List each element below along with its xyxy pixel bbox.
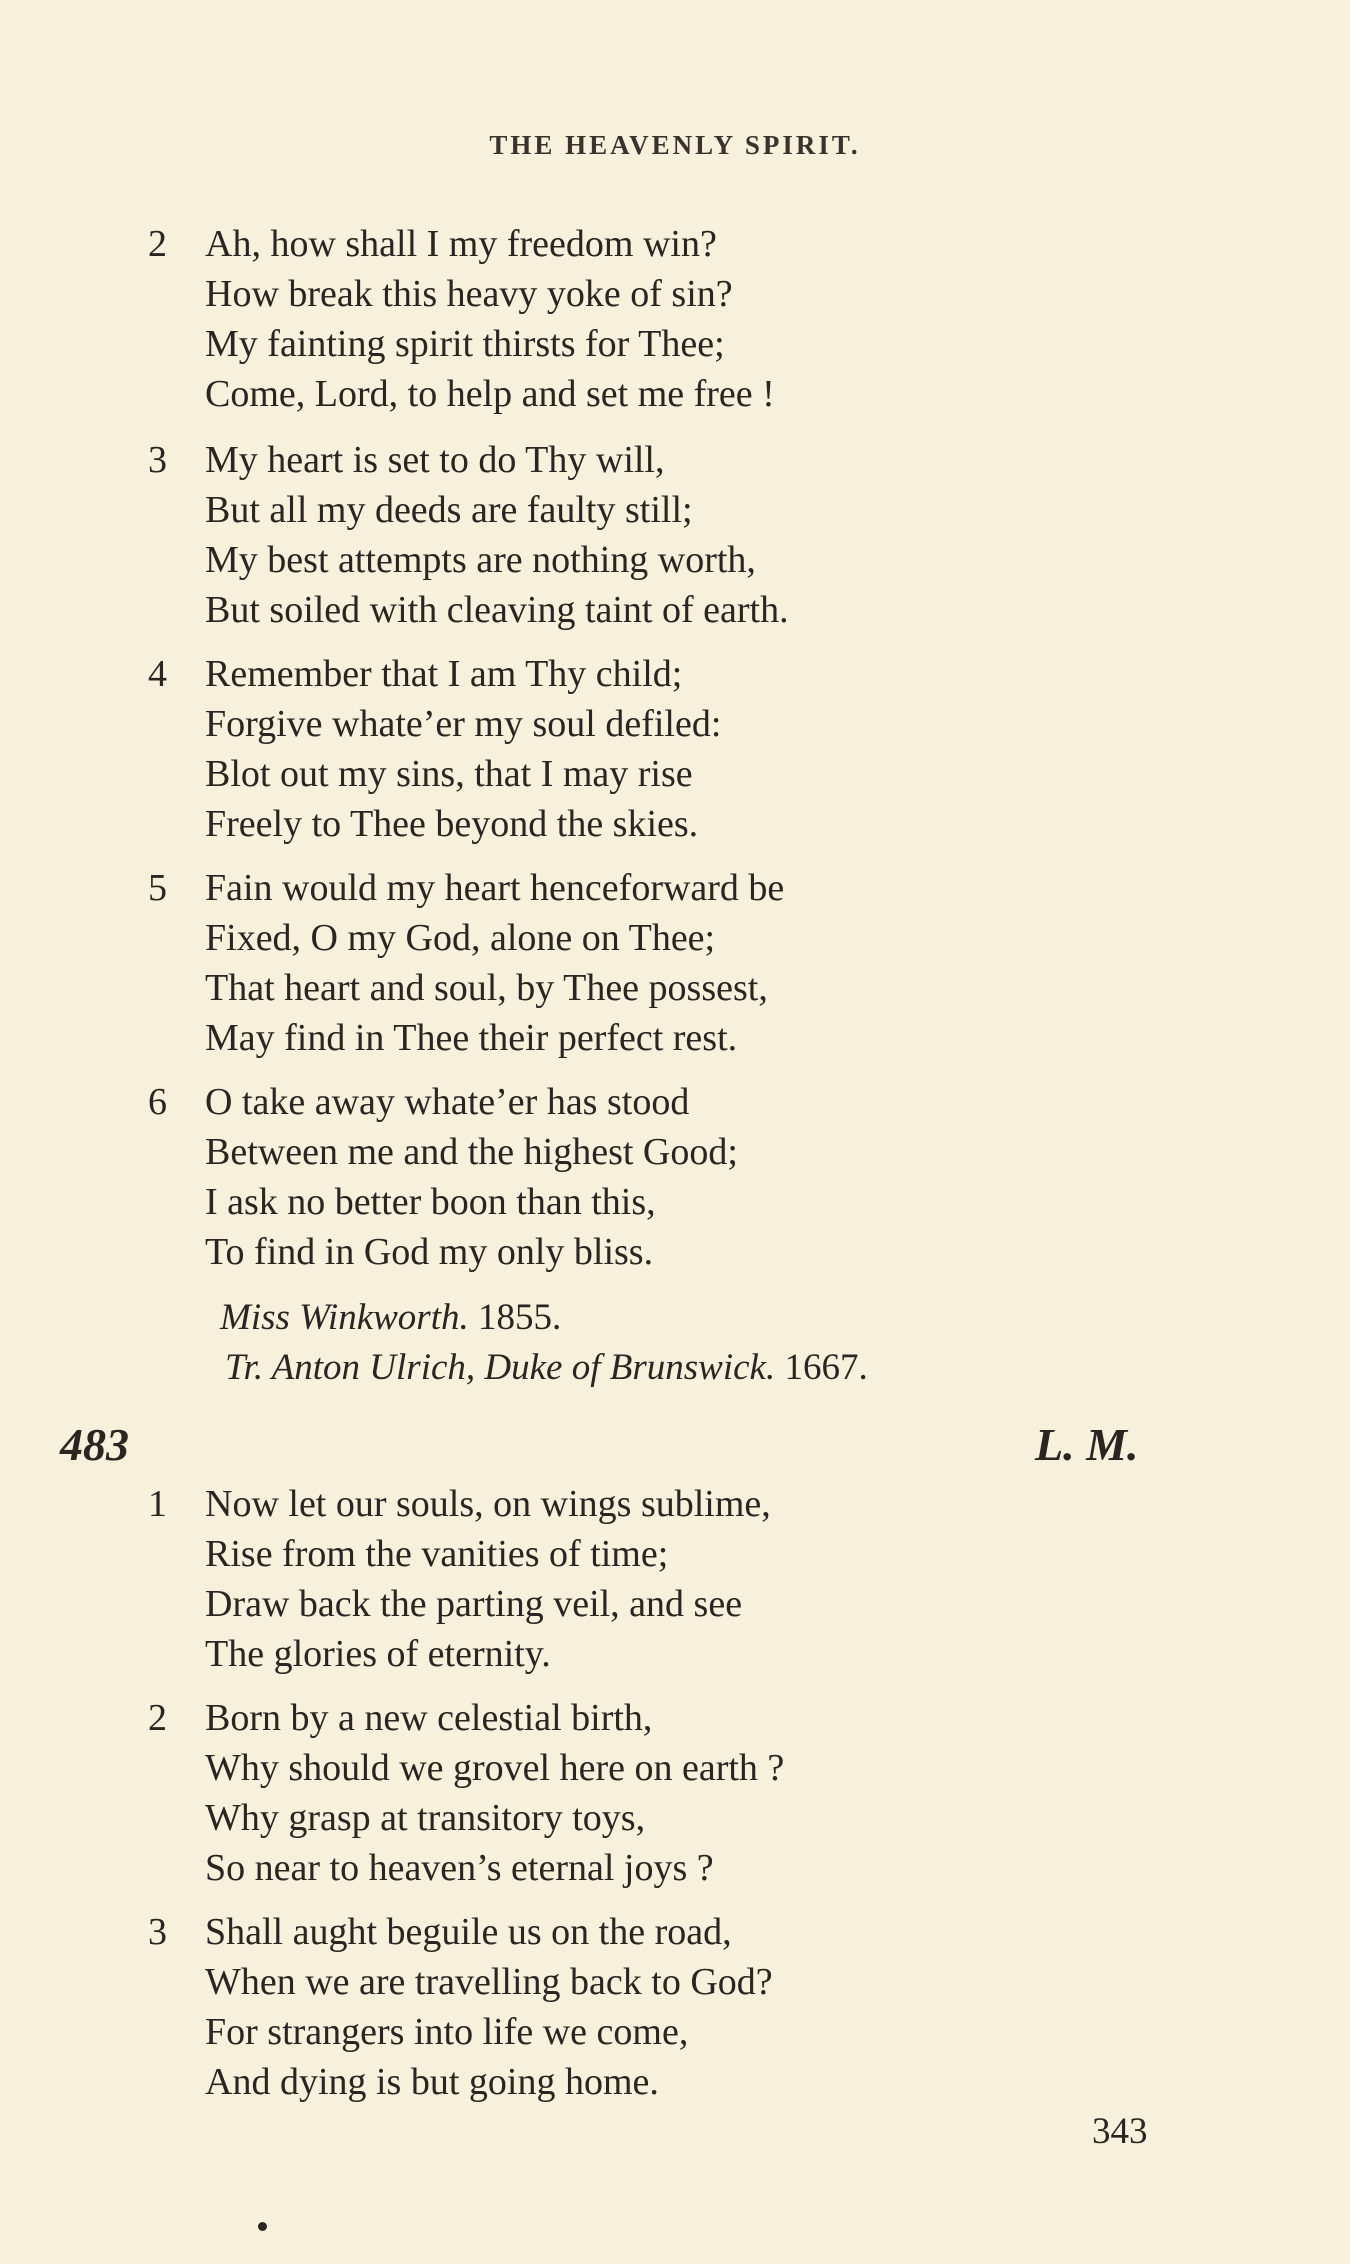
verse-line: Fixed, O my God, alone on Thee; (205, 917, 716, 959)
verse-line: Between me and the highest Good; (205, 1131, 738, 1173)
verse-number: 5 (148, 867, 167, 909)
credit-year: 1855. (478, 1297, 562, 1338)
verse-number: 4 (148, 653, 167, 695)
verse-number: 2 (148, 223, 167, 265)
verse-line: My fainting spirit thirsts for Thee; (205, 323, 725, 365)
credit-author (225, 1346, 868, 1389)
verse-line: Now let our souls, on wings sublime, (205, 1483, 771, 1525)
verse-line: Remember that I am Thy child; (205, 653, 683, 695)
verse-line: To find in God my only bliss. (205, 1231, 654, 1273)
verse-number: 3 (148, 1911, 167, 1953)
ink-speck (258, 2222, 267, 2231)
verse-line: But all my deeds are faulty still; (205, 489, 693, 531)
verse-line: And dying is but going home. (205, 2061, 659, 2103)
verse-line: That heart and soul, by Thee possest, (205, 967, 768, 1009)
hymn-meter: L. M. (1035, 1419, 1139, 1470)
hymn-number: 483 (60, 1419, 129, 1470)
verse-line: My best attempts are nothing worth, (205, 539, 756, 581)
verse-line: Why grasp at transitory toys, (205, 1797, 646, 1839)
verse-line: Forgive whate’er my soul defiled: (205, 703, 722, 745)
verse-line: My heart is set to do Thy will, (205, 439, 665, 481)
verse-line: Ah, how shall I my freedom win? (205, 223, 717, 265)
verse-line: For strangers into life we come, (205, 2011, 689, 2053)
credit-name: Miss Winkworth. (220, 1297, 469, 1338)
verse-line: How break this heavy yoke of sin? (205, 273, 733, 315)
verse-line: Fain would my heart henceforward be (205, 867, 785, 909)
verse-line: Freely to Thee beyond the skies. (205, 803, 699, 845)
running-head: THE HEAVENLY SPIRIT. (489, 130, 861, 160)
verse-line: Shall aught beguile us on the road, (205, 1911, 732, 1953)
verse-line: Come, Lord, to help and set me free ! (205, 373, 775, 415)
verse-line: I ask no better boon than this, (205, 1181, 656, 1223)
credit-translator (220, 1296, 561, 1339)
verse-line: May find in Thee their perfect rest. (205, 1017, 738, 1059)
verse-number: 1 (148, 1483, 167, 1525)
verse-number: 2 (148, 1697, 167, 1739)
verse-line: But soiled with cleaving taint of earth. (205, 589, 789, 631)
verse-number: 3 (148, 439, 167, 481)
verse-line: Draw back the parting veil, and see (205, 1583, 743, 1625)
credit-year: 1667. (784, 1347, 868, 1388)
verse-line: Why should we grovel here on earth ? (205, 1747, 785, 1789)
verse-number: 6 (148, 1081, 167, 1123)
verse-line: So near to heaven’s eternal joys ? (205, 1847, 714, 1889)
verse-line: Born by a new celestial birth, (205, 1697, 653, 1739)
page-number: 343 (1092, 2111, 1148, 2152)
credit-name: Tr. Anton Ulrich, Duke of Brunswick. (225, 1347, 776, 1388)
verse-line: O take away whate’er has stood (205, 1081, 690, 1123)
verse-line: When we are travelling back to God? (205, 1961, 773, 2003)
verse-line: Blot out my sins, that I may rise (205, 753, 693, 795)
verse-line: The glories of eternity. (205, 1633, 551, 1675)
verse-line: Rise from the vanities of time; (205, 1533, 669, 1575)
